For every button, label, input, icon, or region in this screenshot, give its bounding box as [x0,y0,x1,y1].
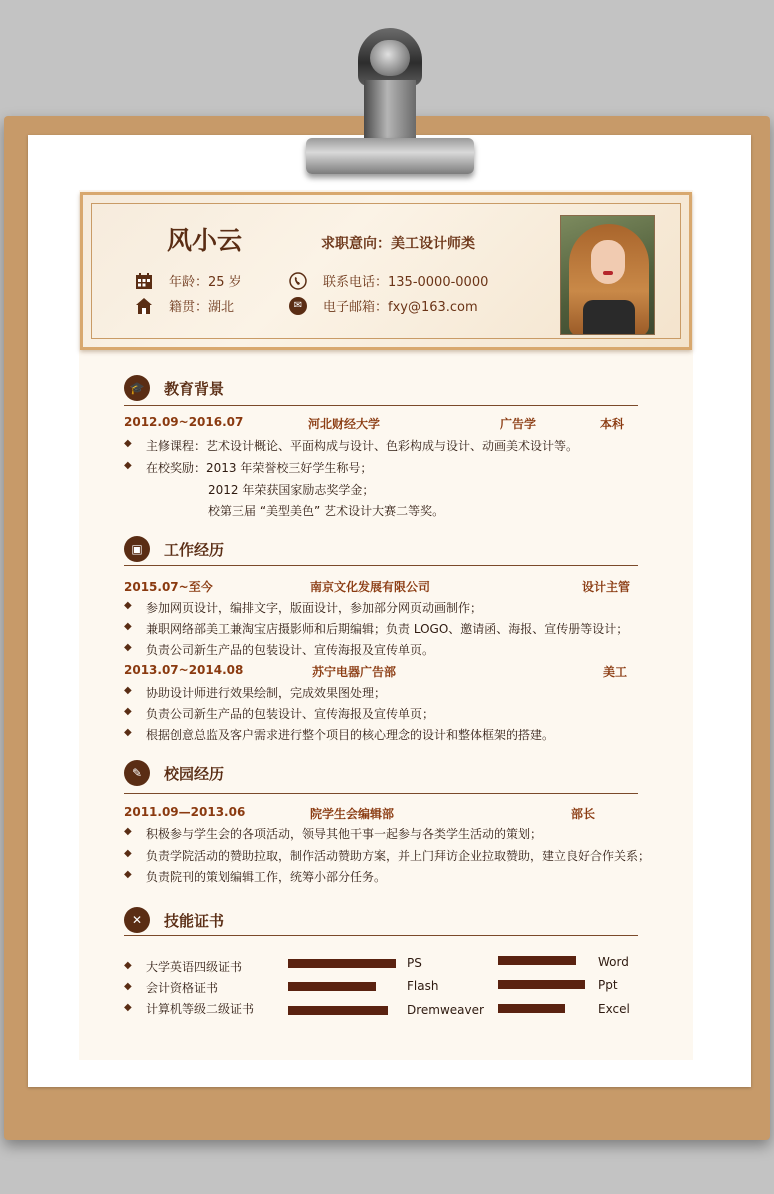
job-line: 参加网页设计，编排文字，版面设计，参加部分网页动画制作； [146,601,483,615]
cert-item: 计算机等级二级证书 [146,1002,255,1016]
phone-text: 联系电话：135-0000-0000 [323,275,489,290]
work-title: 工作经历 [164,540,225,559]
edit-icon: ✎ [124,760,150,786]
skill-bar [288,1006,388,1015]
job-line: 协助设计师进行效果绘制，完成效果图处理； [146,686,387,700]
calendar-icon [135,272,153,290]
skill-name: Ppt [598,978,618,992]
edu-line: 在校奖励：2013 年荣誉校三好学生称号； [146,461,373,475]
bullet-icon: ◆ [124,826,132,837]
bullet-icon: ◆ [124,727,132,738]
mail-icon: ✉ [289,297,307,315]
bullet-icon: ◆ [124,460,132,471]
tools-icon: ✕ [124,907,150,933]
edu-degree: 本科 [600,417,625,431]
campus-role: 部长 [571,807,596,821]
bullet-icon: ◆ [124,1002,132,1013]
job-line: 负责公司新生产品的包装设计、宣传海报及宣传单页； [146,707,435,721]
edu-major: 广告学 [500,417,537,431]
campus-heading [124,760,224,786]
skill-bar [498,1004,565,1013]
age-row [135,271,242,290]
edu-line: 校第三届 “美型美色” 艺术设计大赛二等奖。 [208,504,445,518]
email-text: 电子邮箱：fxy@163.com [323,300,478,315]
skill-bar [498,956,576,965]
job-company: 南京文化发展有限公司 [310,580,431,594]
skill-name: Word [598,955,629,969]
campus-org: 院学生会编辑部 [310,807,395,821]
campus-line: 积极参与学生会的各项活动，领导其他干事一起参与各类学生活动的策划； [146,827,543,841]
binder-clip-neck [364,80,416,142]
job-company: 苏宁电器广告部 [312,665,397,679]
cert-item: 大学英语四级证书 [146,960,243,974]
skill-bar [498,980,585,989]
skill-name: Dremweaver [407,1003,484,1017]
bullet-icon: ◆ [124,848,132,859]
graduation-cap-icon: 🎓 [124,375,150,401]
email-row [289,296,478,315]
job-line: 兼职网络部美工兼淘宝店摄影师和后期编辑；负责 LOGO、邀请函、海报、宣传册等设计； [146,622,629,636]
binder-clip-ring [358,28,422,86]
bullet-icon: ◆ [124,960,132,971]
home-icon [135,297,153,315]
skill-name: Flash [407,979,439,993]
campus-divider [124,793,638,794]
job-line: 负责公司新生产品的包装设计、宣传海报及宣传单页。 [146,643,435,657]
bullet-icon: ◆ [124,706,132,717]
work-divider [124,565,638,566]
bullet-icon: ◆ [124,642,132,653]
skills-heading [124,907,224,933]
bullet-icon: ◆ [124,438,132,449]
candidate-name: 风小云 [167,226,243,255]
bullet-icon: ◆ [124,600,132,611]
campus-line: 负责学院活动的赞助拉取，制作活动赞助方案，并上门拜访企业拉取赞助，建立良好合作关系； [146,849,651,863]
skills-title: 技能证书 [164,911,225,930]
campus-period: 2011.09—2013.06 [124,805,246,819]
phone-row [289,271,488,290]
cert-item: 会计资格证书 [146,981,219,995]
job-period: 2015.07~至今 [124,580,213,594]
work-heading [124,536,224,562]
age-text: 年龄：25 岁 [169,275,242,290]
skill-name: PS [407,956,422,970]
edu-period: 2012.09~2016.07 [124,415,244,429]
job-intent: 求职意向：美工设计师类 [321,236,475,252]
campus-title: 校园经历 [164,764,225,783]
job-role: 设计主管 [582,580,631,594]
edu-line: 主修课程：艺术设计概论、平面构成与设计、色彩构成与设计、动画美术设计等。 [146,439,579,453]
skill-name: Excel [598,1002,630,1016]
profile-photo [560,215,655,335]
job-line: 根据创意总监及客户需求进行整个项目的核心理念的设计和整体框架的搭建。 [146,728,555,742]
binder-clip-base [306,138,474,174]
campus-line: 负责院刊的策划编辑工作，统筹小部分任务。 [146,870,387,884]
bullet-icon: ◆ [124,869,132,880]
bullet-icon: ◆ [124,685,132,696]
briefcase-icon: ▣ [124,536,150,562]
origin-text: 籍贯：湖北 [169,300,235,315]
origin-row [135,296,234,315]
bullet-icon: ◆ [124,621,132,632]
skill-bar [288,959,396,968]
education-divider [124,405,638,406]
skill-bar [288,982,376,991]
edu-school: 河北财经大学 [308,417,381,431]
bullet-icon: ◆ [124,981,132,992]
skills-divider [124,935,638,936]
job-role: 美工 [603,665,628,679]
phone-icon [289,272,307,290]
education-heading [124,375,224,401]
edu-line: 2012 年荣获国家励志奖学金； [208,483,375,497]
education-title: 教育背景 [164,379,225,398]
resume-header [80,192,692,350]
job-period: 2013.07~2014.08 [124,663,244,677]
